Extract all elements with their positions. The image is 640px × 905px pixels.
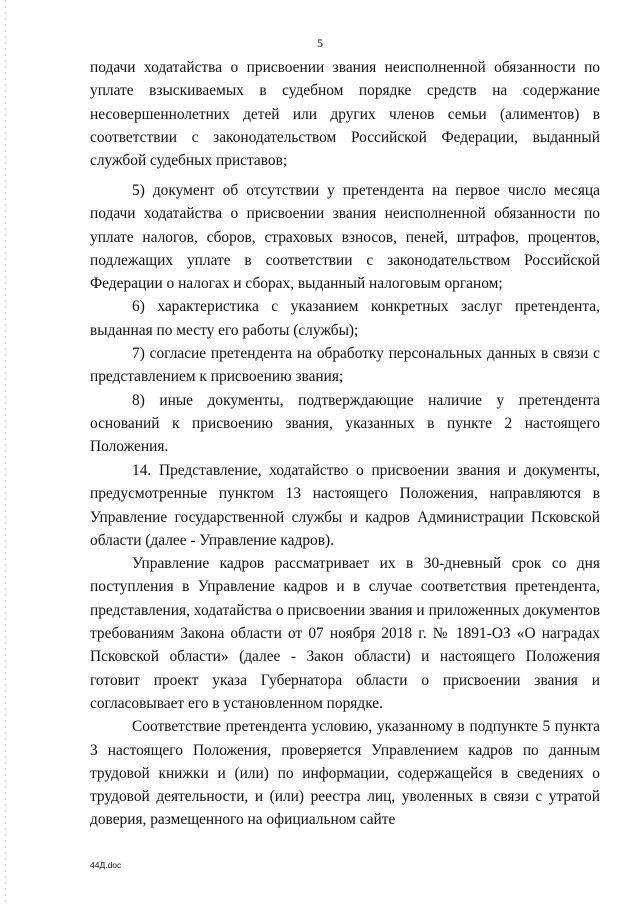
paragraph-section-14: 14. Представление, ходатайство о присвоении звания и документы, предусмотренные пунктом 13 настоящего Положения, направляются в Управление государственной службы и кадров Администрации Псковской области (далее - Управление кадров). (90, 462, 600, 549)
paragraph-review-procedure: Управление кадров рассматривает их в 30-дневный срок со дня поступления в Управление кадров и в случае соответствия претендента, представления, ходатайства о присвоении звания и приложенных документов требованиям Закона области от 07 ноября 2018 г. № 1891-ОЗ «О наградах Псковской области» (далее - Закон области) и настоящего Положения готовит проект указа Губернатора области о присвоении звания и согласовывает его в установленном порядке. (90, 555, 600, 712)
paragraph-item-7: 7) согласие претендента на обработку персональных данных в связи с представлением к присвоению звания; (90, 345, 600, 386)
scan-edge-artifact (5, 0, 6, 905)
text-block-document-list (90, 179, 600, 459)
paragraph-item-5: 5) документ об отсутствии у претендента на первое число месяца подачи ходатайства о присвоении звания неисполненной обязанности по уплате налогов, сборов, страховых взносов, пеней, штрафов, процентов, подлежащих уплате в соответствии с законодательством Российской Федерации о налогах и сборах, выданный налоговым органом; (90, 182, 600, 293)
paragraph-continuation: подачи ходатайства о присвоении звания неисполненной обязанности по уплате взыскиваемых в судебном порядке средств на содержание несовершеннолетних детей или других членов семьи (алиментов) в соответствии с законодательством Российской Федерации, выданный службой судебных приставов; (90, 59, 600, 170)
paragraph-item-6: 6) характеристика с указанием конкретных заслуг претендента, выданная по месту его работы (службы); (90, 298, 600, 339)
paragraph-item-8: 8) иные документы, подтверждающие наличие у претендента оснований к присвоению звания, указанных в пункте 2 настоящего Положения. (90, 391, 600, 456)
paragraph-compliance-check: Соответствие претендента условию, указанному в подпункте 5 пункта 3 настоящего Положения, проверяется Управлением кадров по данным трудовой книжки и (или) по информации, содержащейся в сведениях о трудовой деятельности, и (или) реестра лиц, уволенных в связи с утратой доверия, размещенного на официальном сайте (90, 718, 600, 829)
page-number: 5 (317, 36, 323, 50)
footer-filename: 44Д.doc (90, 860, 122, 870)
text-block-continuation (90, 56, 600, 172)
text-block-section-14 (90, 459, 600, 832)
